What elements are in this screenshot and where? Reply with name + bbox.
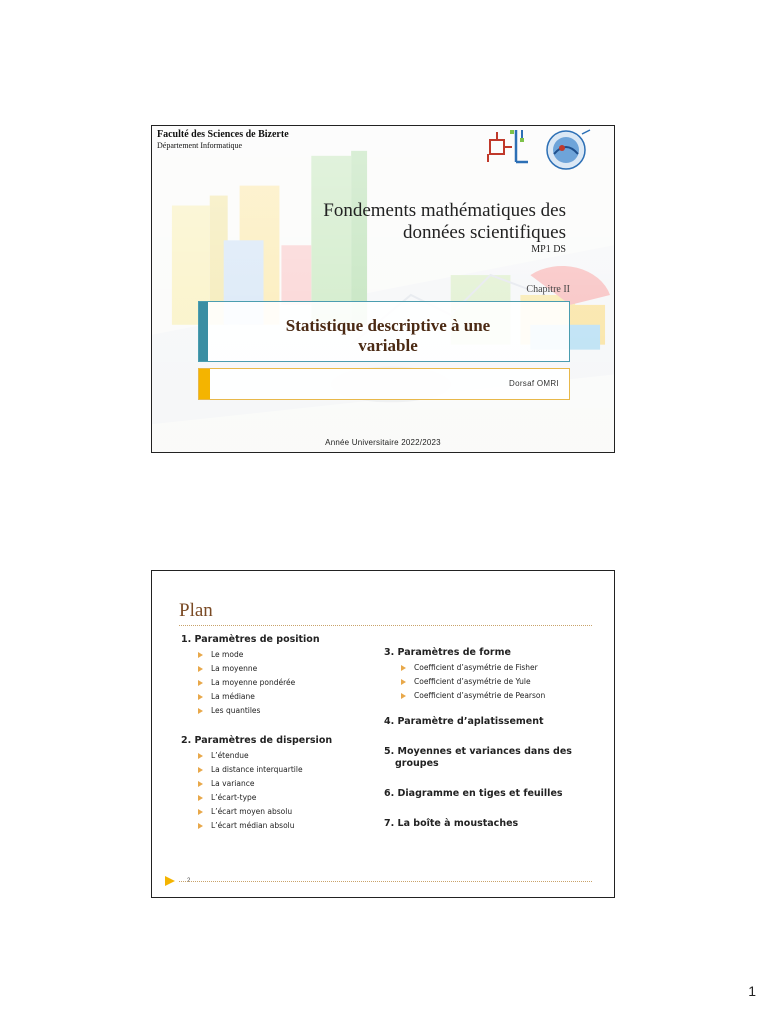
- list-item: Coefficient d’asymétrie de Fisher: [401, 661, 606, 675]
- section-items: [384, 661, 606, 703]
- bullet-triangle-icon: [198, 708, 203, 714]
- section-heading: 1. Paramètres de position: [181, 634, 320, 645]
- bullet-triangle-icon: [198, 666, 203, 672]
- faculty-name: Faculté des Sciences de Bizerte: [157, 129, 289, 140]
- list-item: L’étendue: [198, 749, 381, 763]
- bullet-triangle-icon: [198, 753, 203, 759]
- list-item: Coefficient d’asymétrie de Pearson: [401, 689, 606, 703]
- chapter-title-line2: variable: [358, 336, 418, 355]
- department-name: Département Informatique: [157, 141, 243, 150]
- chapter-title: [213, 316, 563, 356]
- list-item: La médiane: [198, 690, 381, 704]
- footer-arrow-icon: [165, 876, 175, 886]
- faculty-seal-icon: [547, 130, 590, 169]
- section-heading: 7. La boîte à moustaches: [384, 818, 519, 829]
- list-item: L’écart moyen absolu: [198, 805, 381, 819]
- course-title: [206, 200, 566, 244]
- list-item: Les quantiles: [198, 704, 381, 718]
- list-item: L’écart médian absolu: [198, 819, 381, 833]
- department-logo-icon: [488, 130, 528, 162]
- list-item: La moyenne pondérée: [198, 676, 381, 690]
- plan-title: Plan: [179, 600, 213, 621]
- title-divider: [179, 625, 592, 626]
- course-code: MP1 DS: [531, 244, 566, 255]
- chapter-title-line1: Statistique descriptive à une: [285, 316, 491, 335]
- bullet-triangle-icon: [198, 680, 203, 686]
- bullet-triangle-icon: [401, 665, 406, 671]
- author-name: Dorsaf OMRI: [509, 379, 559, 388]
- gold-accent-bar: [199, 369, 210, 399]
- plan-slide: [151, 570, 615, 898]
- bullet-triangle-icon: [401, 693, 406, 699]
- list-item: La moyenne: [198, 662, 381, 676]
- teal-accent-bar: [199, 302, 208, 361]
- section-heading: 2. Paramètres de dispersion: [181, 735, 333, 746]
- bullet-triangle-icon: [198, 809, 203, 815]
- section-heading: 6. Diagramme en tiges et feuilles: [384, 788, 563, 799]
- section-heading: [384, 746, 606, 770]
- institution-header: [157, 129, 289, 150]
- list-item: Le mode: [198, 648, 381, 662]
- section-heading: 4. Paramètre d’aplatissement: [384, 716, 544, 727]
- list-item: Coefficient d’asymétrie de Yule: [401, 675, 606, 689]
- section-items: [181, 648, 381, 718]
- title-slide: [151, 125, 615, 453]
- bullet-triangle-icon: [401, 679, 406, 685]
- list-item: La variance: [198, 777, 381, 791]
- bullet-triangle-icon: [198, 823, 203, 829]
- section-heading-line2: groupes: [395, 758, 439, 769]
- bullet-triangle-icon: [198, 795, 203, 801]
- bullet-triangle-icon: [198, 767, 203, 773]
- course-title-line2: données scientifiques: [402, 222, 566, 243]
- slide-number: 2: [187, 878, 191, 884]
- author-box: [198, 368, 570, 400]
- bullet-triangle-icon: [198, 652, 203, 658]
- page-number: 1: [748, 983, 756, 999]
- bullet-triangle-icon: [198, 694, 203, 700]
- plan-right-column: [384, 647, 606, 830]
- section-items: [181, 749, 381, 833]
- plan-left-column: [181, 633, 381, 833]
- course-title-line1: Fondements mathématiques des: [323, 200, 566, 221]
- bullet-triangle-icon: [198, 781, 203, 787]
- chapter-title-box: [198, 301, 570, 362]
- institution-logos: [486, 128, 596, 172]
- footer-divider: [179, 881, 592, 882]
- list-item: La distance interquartile: [198, 763, 381, 777]
- academic-year: Année Universitaire 2022/2023: [325, 438, 441, 447]
- chapter-label: Chapitre II: [526, 284, 570, 295]
- section-heading-line1: 5. Moyennes et variances dans des: [384, 746, 572, 757]
- list-item: L’écart-type: [198, 791, 381, 805]
- section-heading: 3. Paramètres de forme: [384, 647, 511, 658]
